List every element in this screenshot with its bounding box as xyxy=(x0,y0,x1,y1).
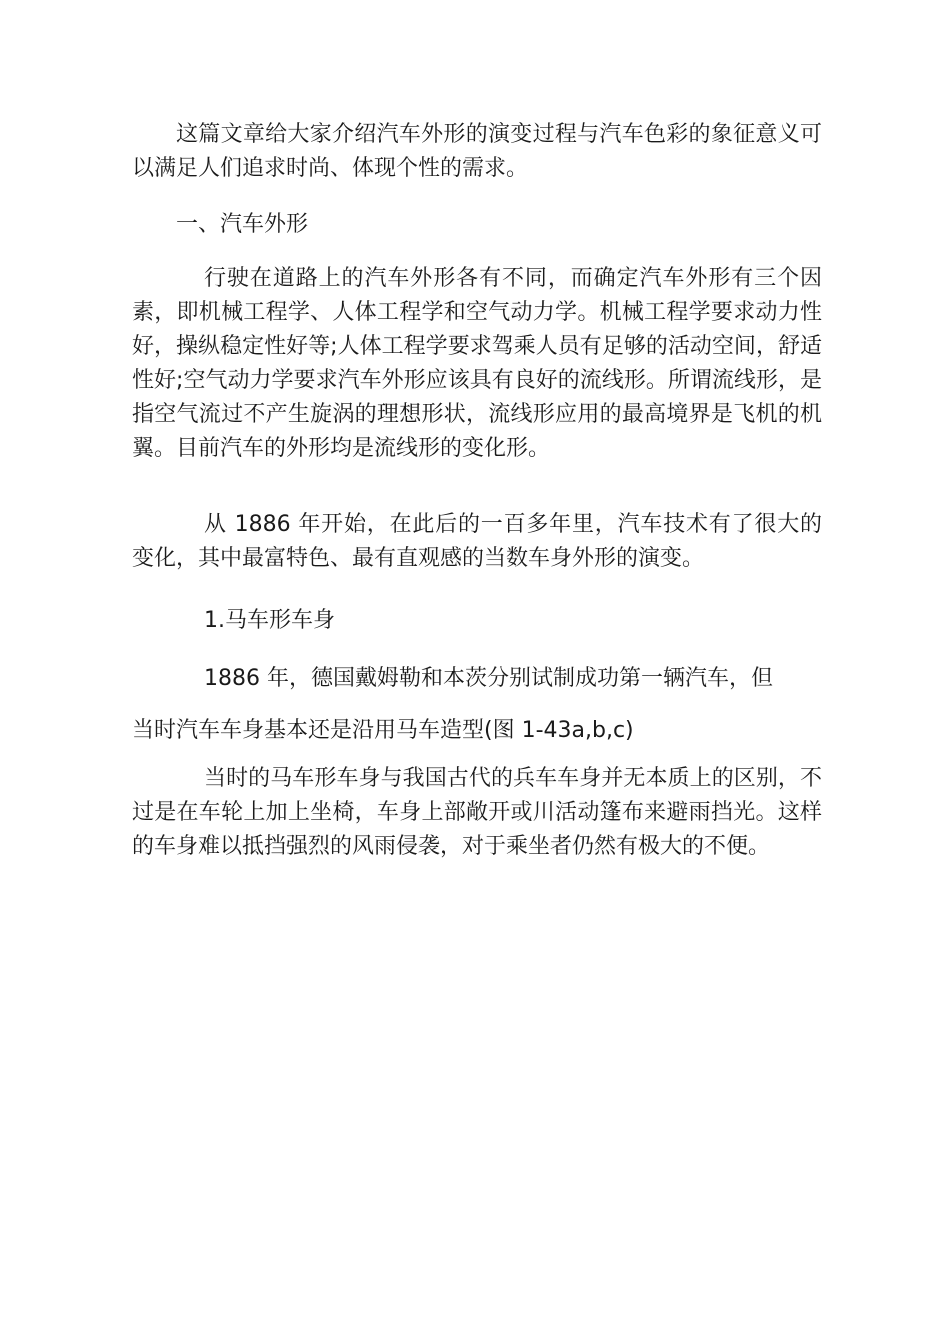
section-heading-car-shape: 一、汽车外形 xyxy=(176,212,309,237)
carriage-body-paragraph: 当时的马车形车身与我国古代的兵车车身并无本质上的区别，不过是在车轮上加上坐椅，车身上部敞开或川活动篷布来避雨挡光。这样的车身难以抵挡强烈的风雨侵袭，对于乘坐者仍然有极大的不便。 xyxy=(132,766,822,859)
intro-paragraph: 这篇文章给大家介绍汽车外形的演变过程与汽车色彩的象征意义可以满足人们追求时尚、体现个性的需求。 xyxy=(132,122,822,181)
subsection-heading-carriage-body: 1.马车形车身 xyxy=(204,608,335,633)
car-shape-paragraph: 行驶在道路上的汽车外形各有不同，而确定汽车外形有三个因素，即机械工程学、人体工程学和空气动力学。机械工程学要求动力性好，操纵稳定性好等;人体工程学要求驾乘人员有足够的活动空间，舒适性好;空气动力学要求汽车外形应该具有良好的流线形。所谓流线形，是指空气流过不产生旋涡的理想形状，流线形应用的最高境界是飞机的机翼。目前汽车的外形均是流线形的变化形。 xyxy=(132,266,822,461)
history-paragraph: 从 1886 年开始，在此后的一百多年里，汽车技术有了很大的变化，其中最富特色、最有直观感的当数车身外形的演变。 xyxy=(132,512,822,571)
first-car-paragraph-line-1: 1886 年，德国戴姆勒和本茨分别试制成功第一辆汽车，但 xyxy=(204,666,773,691)
first-car-paragraph-line-2: 当时汽车车身基本还是沿用马车造型(图 1-43a,b,c) xyxy=(132,718,634,743)
